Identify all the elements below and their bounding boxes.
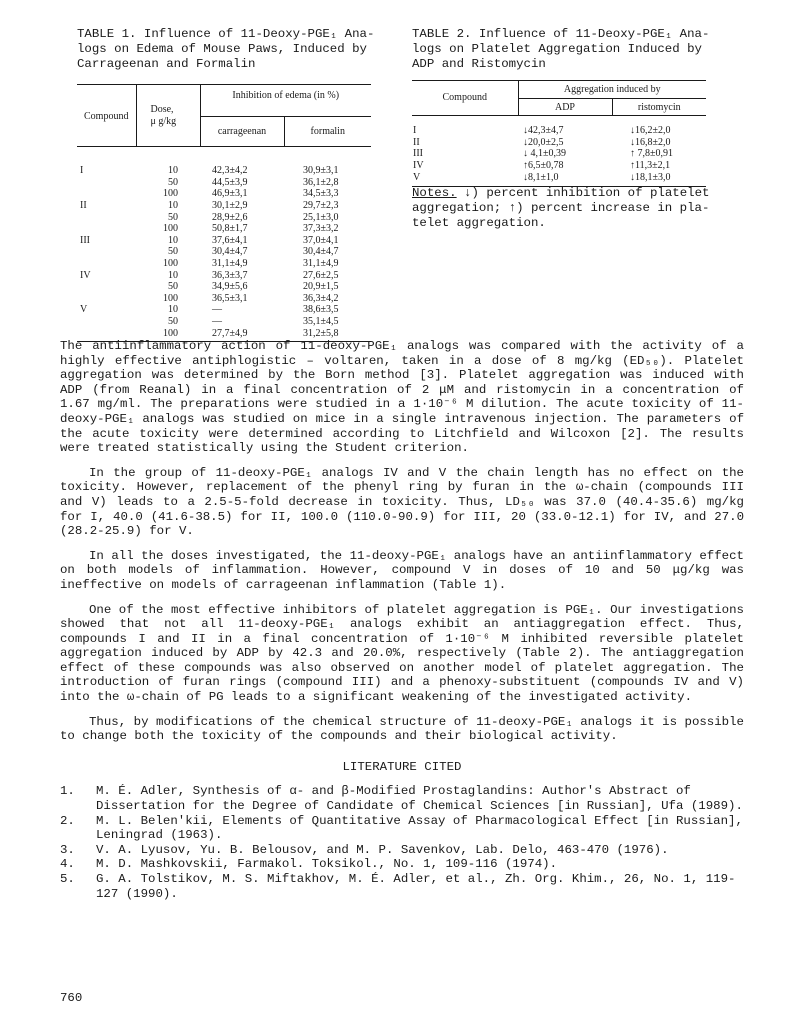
table1-cell-compound: IV (80, 269, 91, 281)
table1-header-dose: Dose, μ g/kg (136, 85, 200, 147)
table1-cell-carrageenan: 28,9±2,6 (212, 211, 248, 223)
table1-row (77, 304, 371, 316)
paragraph-4: One of the most effective inhibitors of platelet aggregation is PGE₁. Our investigations showed that not all 11-deoxy-PGE₁ analogs exhibit an antiaggregation effect. Thus, compounds I and II in a final concentration of 1·10⁻⁶ M inhibited reversible platelet aggregation induced by ADP by 42.3 and 20.0%, respectively (Table 2). The antiaggregation effect of these compounds was also observed on another model of platelet aggregation. The introduction of furan rings (compound III) and a phenoxy-substituent (compounds IV and V) into the ω-chain of PG leads to a significant weakening of the investigated activity. (60, 602, 744, 705)
table2-header-ristomycin: ristomycin (612, 98, 706, 116)
reference-number: 1. (60, 784, 75, 799)
notes-label: Notes. (412, 186, 457, 200)
paragraph-3: In all the doses investigated, the 11-deoxy-PGE₁ analogs have an antiinflammatory effect on both models of inflammation. However, compound V in doses of 10 and 50 μg/kg was ineffective on models of carrageenan inflammation (Table 1). (60, 548, 744, 592)
table2-cell-ristomycin: ↓16,2±2,0 (630, 125, 671, 137)
reference-number: 3. (60, 842, 75, 857)
table1-cell-carrageenan: 30,1±2,9 (212, 199, 248, 211)
table2-cell-adp: ↓8,1±1,0 (523, 171, 559, 183)
table1-cell-compound: III (80, 234, 90, 246)
table1-cell-formalin: 34,5±3,3 (303, 188, 339, 200)
table1-cell-dose: 10 (168, 199, 178, 211)
paragraph-5: Thus, by modifications of the chemical structure of 11-deoxy-PGE₁ analogs it is possible to change both the toxicity of the compounds and their biological activity. (60, 714, 744, 744)
reference-number: 4. (60, 857, 75, 872)
table1-cell-compound (77, 281, 136, 293)
reference-item (60, 872, 744, 901)
reference-text: M. D. Mashkovskii, Farmakol. Toksikol., No. 1, 109-116 (1974). (96, 857, 558, 872)
table1-cell-dose: 10 (168, 269, 178, 281)
reference-text: M. L. Belen'kii, Elements of Quantitative Assay of Pharmacological Effect [in Russian], Leningrad (1963). (96, 813, 743, 843)
table1-cell-carrageenan: — (212, 304, 222, 316)
reference-item (60, 814, 744, 843)
table1-cell-dose: 50 (168, 281, 178, 293)
table2-header-aggregation: Aggregation induced by (518, 81, 706, 99)
table1-cell-compound (77, 258, 136, 270)
table1-cell-formalin: 30,9±3,1 (303, 165, 339, 177)
reference-item (60, 784, 744, 813)
table1-cell-formalin: 35,1±4,5 (303, 315, 339, 327)
table2-cell-ristomycin: ↑11,3±2,1 (630, 159, 671, 171)
table1-row (77, 235, 371, 247)
table1-cell-formalin: 25,1±3,0 (303, 211, 339, 223)
table1-cell-carrageenan: 50,8±1,7 (212, 223, 248, 235)
table1-cell-carrageenan: — (212, 315, 222, 327)
reference-item (60, 843, 744, 858)
table2-cell-compound: V (413, 171, 421, 183)
table2 (412, 80, 706, 187)
table1-row (77, 246, 371, 258)
table2-cell-ristomycin: ↑ 7,8±0,91 (630, 148, 673, 160)
table1-row (77, 177, 371, 189)
table2-cell-compound: I (413, 125, 417, 137)
table1-cell-dose: 100 (163, 223, 178, 235)
table1-header-carrageenan: carrageenan (200, 116, 284, 147)
table1-cell-carrageenan: 44,5±3,9 (212, 176, 248, 188)
table1-header-compound: Compound (84, 110, 129, 122)
table1-cell-compound (77, 177, 136, 189)
table1-cell-dose: 100 (163, 188, 178, 200)
table1-cell-formalin: 31,2±5,8 (303, 327, 339, 339)
table1-cell-compound (77, 223, 136, 235)
table1-cell-carrageenan: 37,6±4,1 (212, 234, 248, 246)
table2-caption: TABLE 2. Influence of 11-Deoxy-PGE₁ Ana- logs on Platelet Aggregation Induced by ADP and Ristomycin (412, 27, 710, 71)
table1-cell-formalin: 30,4±4,7 (303, 246, 339, 258)
table1-row (77, 258, 371, 270)
table1-cell-compound: I (80, 165, 84, 177)
table1-cell-formalin: 36,3±4,2 (303, 292, 339, 304)
table1-cell-carrageenan: 34,9±5,6 (212, 281, 248, 293)
reference-text: G. A. Tolstikov, M. S. Miftakhov, M. É. Adler, et al., Zh. Org. Khim., 26, No. 1, 119-127 (1990). (96, 872, 736, 901)
literature-heading: LITERATURE CITED (342, 759, 462, 774)
table1-cell-compound (77, 328, 136, 340)
table1-row (77, 270, 371, 282)
reference-list (60, 784, 744, 901)
notes-text: ↓) percent inhibition of platelet aggregation; ↑) percent increase in pla- telet aggregation. (412, 186, 710, 231)
table2-header-adp: ADP (518, 98, 612, 116)
table1-cell-dose: 50 (168, 315, 178, 327)
table2-cell-adp: ↓20,0±2,5 (523, 136, 564, 148)
table1-cell-carrageenan: 42,3±4,2 (212, 165, 248, 177)
table2-row (412, 148, 706, 160)
table1-cell-compound (77, 246, 136, 258)
reference-number: 2. (60, 813, 75, 828)
table2-header-compound: Compound (442, 92, 487, 104)
table2-row (412, 137, 706, 149)
table1-cell-carrageenan: 36,5±3,1 (212, 292, 248, 304)
table1-row (77, 165, 371, 177)
table1-row (77, 316, 371, 328)
table2-cell-ristomycin: ↓16,8±2,0 (630, 136, 671, 148)
table1-cell-dose: 100 (163, 257, 178, 269)
table2-cell-ristomycin: ↓18,1±3,0 (630, 171, 671, 183)
table1-header-formalin: formalin (284, 116, 371, 147)
table1-cell-dose: 50 (168, 246, 178, 258)
table2-cell-adp: ↓ 4,1±0,39 (523, 148, 566, 160)
table1-cell-compound (77, 212, 136, 224)
reference-item (60, 857, 744, 872)
table1-cell-dose: 50 (168, 211, 178, 223)
table2-cell-compound: IV (413, 159, 424, 171)
table1-cell-formalin: 36,1±2,8 (303, 176, 339, 188)
table1-cell-compound (77, 293, 136, 305)
table1-cell-dose: 100 (163, 292, 178, 304)
paragraph-2: In the group of 11-deoxy-PGE₁ analogs IV and V the chain length has no effect on the toxicity. However, replacement of the phenyl ring by furan in the ω-chain (compounds III and V) leads to a 2.5-5-fold decrease in toxicity. Thus, LD₅₀ was 37.0 (40.4-35.6) mg/kg for I, 40.0 (41.6-38.5) for II, 100.0 (110.0-90.9) for III, 20 (33.0-12.1) for IV, and 27.0 (28.2-25.9) for V. (60, 465, 744, 539)
table2-notes (412, 186, 722, 232)
table1-cell-dose: 10 (168, 234, 178, 246)
table1-cell-compound (77, 188, 136, 200)
table1-caption: TABLE 1. Influence of 11-Deoxy-PGE₁ Ana- logs on Edema of Mouse Paws, Induced by Carrageenan and Formalin (77, 27, 375, 71)
table2-cell-compound: III (413, 148, 423, 160)
table1-row (77, 293, 371, 305)
table1-cell-carrageenan: 27,7±4,9 (212, 327, 248, 339)
table1-cell-dose: 10 (168, 165, 178, 177)
table1-row (77, 212, 371, 224)
table1-cell-dose: 100 (163, 327, 178, 339)
table1-cell-carrageenan: 30,4±4,7 (212, 246, 248, 258)
table2-cell-compound: II (413, 136, 420, 148)
table1-cell-compound: II (80, 199, 87, 211)
page-number: 760 (60, 991, 83, 1005)
table1-cell-carrageenan: 36,3±3,7 (212, 269, 248, 281)
table1-cell-formalin: 37,0±4,1 (303, 234, 339, 246)
table1-cell-formalin: 38,6±3,5 (303, 304, 339, 316)
table1 (77, 84, 371, 342)
reference-text: V. A. Lyusov, Yu. B. Belousov, and M. P. Savenkov, Lab. Delo, 463-470 (1976). (96, 842, 669, 857)
table1-header-inhibition: Inhibition of edema (in %) (200, 85, 371, 117)
table1-cell-carrageenan: 46,9±3,1 (212, 188, 248, 200)
table2-row (412, 160, 706, 172)
table2-row (412, 125, 706, 137)
table1-row (77, 281, 371, 293)
reference-number: 5. (60, 872, 75, 886)
reference-text: M. É. Adler, Synthesis of α- and β-Modified Prostaglandins: Author's Abstract of Dissertation for the Degree of Candidate of Chemical Sciences [in Russian], Ufa (1989). (96, 784, 743, 814)
paragraph-1: The antiinflammatory action of 11-deoxy-PGE₁ analogs was compared with the activity of a highly effective antiphlogistic – voltaren, taken in a dose of 8 mg/kg (ED₅₀). Platelet aggregation was determined by the Born method [3]. Platelet aggregation was induced with ADP (from Reanal) in a final concentration of 2 μM and ristomycin in a concentration of 1.67 mg/ml. The preparations were studied in a 1·10⁻⁶ M dilution. The acute toxicity of 11-deoxy-PGE₁ analogs was studied on mice in a single intravenous injection. The parameters of the acute toxicity were determined according to Litchfield and Wilcoxon [2]. The results were treated statistically using the Student criterion. (60, 339, 744, 456)
table1-cell-formalin: 27,6±2,5 (303, 269, 339, 281)
table1-cell-formalin: 20,9±1,5 (303, 281, 339, 293)
table2-cell-adp: ↓42,3±4,7 (523, 125, 564, 137)
table1-cell-formalin: 29,7±2,3 (303, 199, 339, 211)
table1-cell-dose: 10 (168, 304, 178, 316)
table1-cell-compound (77, 316, 136, 328)
table1-cell-formalin: 37,3±3,2 (303, 223, 339, 235)
body-text (60, 339, 744, 901)
table2-row (412, 172, 706, 184)
table1-cell-dose: 50 (168, 176, 178, 188)
table1-cell-formalin: 31,1±4,9 (303, 257, 339, 269)
table1-row (77, 328, 371, 340)
table2-cell-adp: ↑6,5±0,78 (523, 159, 564, 171)
table1-cell-carrageenan: 31,1±4,9 (212, 257, 248, 269)
table1-row (77, 188, 371, 200)
table1-row (77, 200, 371, 212)
table1-row (77, 223, 371, 235)
table1-cell-compound: V (80, 304, 88, 316)
